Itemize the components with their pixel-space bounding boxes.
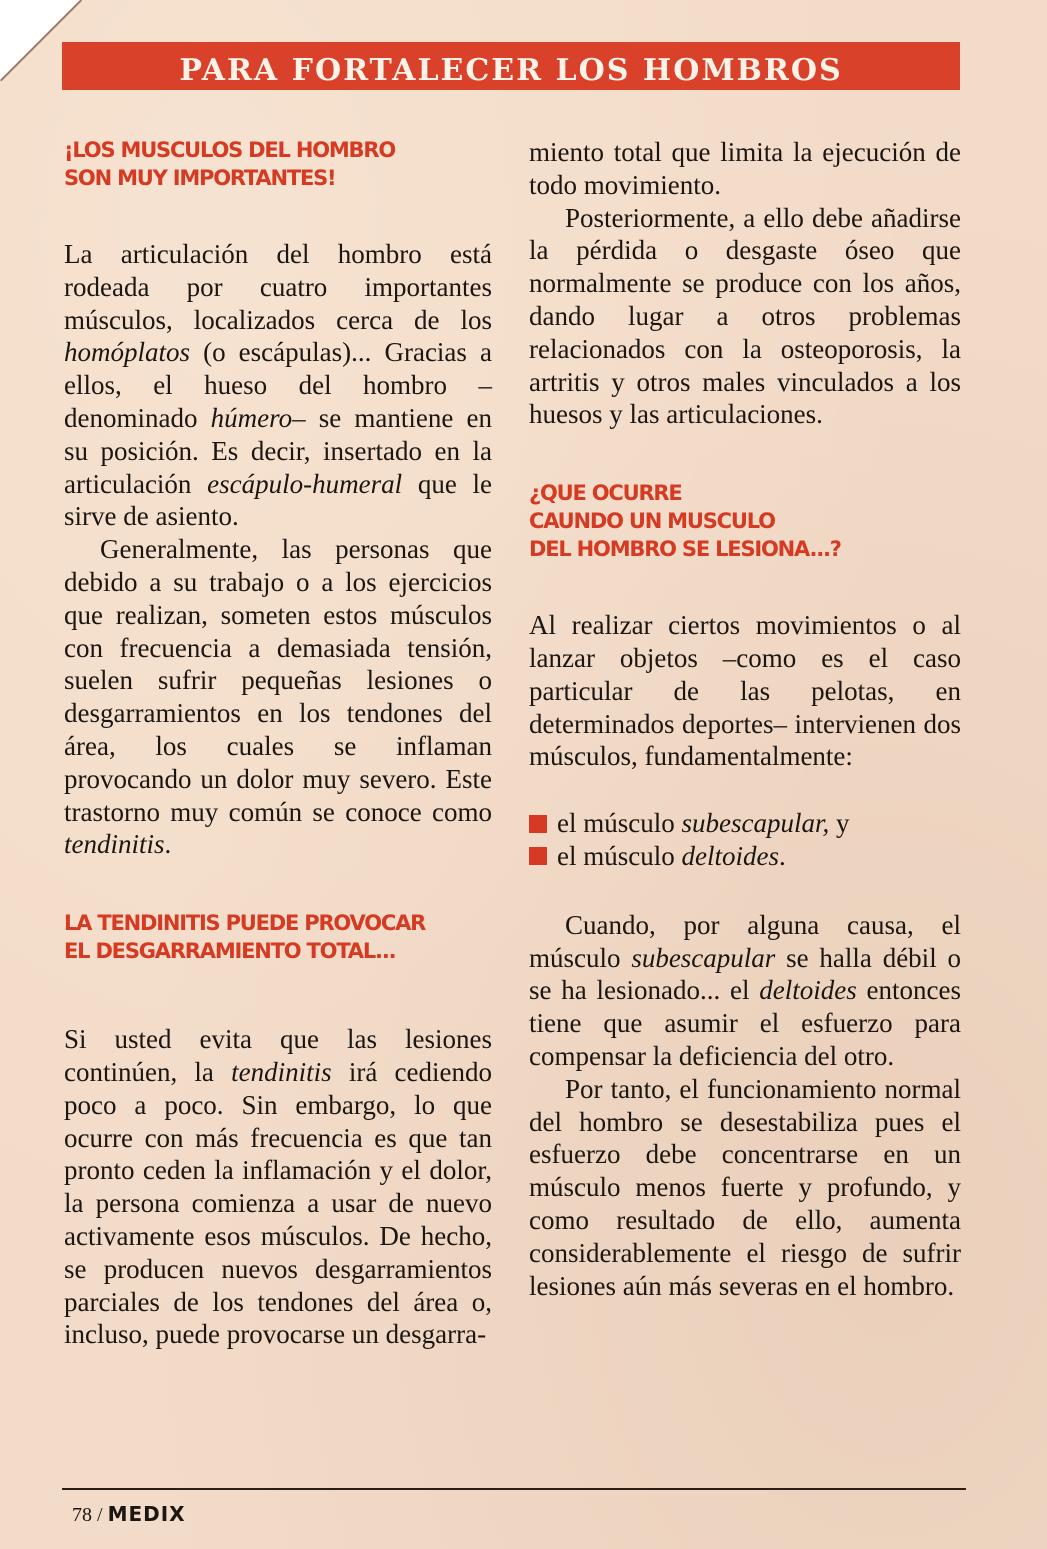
footer-rule — [62, 1488, 966, 1490]
list-item: el músculo subescapular, y — [529, 807, 961, 840]
paragraph: Posteriormente, a ello debe añadirse la pérdida o desgaste óseo que normalmente se produce con los años, dando lugar a otros problemas relacionados con la osteoporosis, la artritis y otros males vinculados a los huesos y las articulaciones. — [529, 202, 961, 430]
header-banner — [62, 42, 960, 90]
subheading-line: CAUNDO UN MUSCULO — [529, 509, 775, 534]
paragraph: miento total que limita la ejecución de todo movimiento. — [529, 137, 961, 200]
left-column — [64, 136, 492, 1351]
paragraph: Cuando, por alguna causa, el músculo subescapular se halla débil o se ha lesionado... el deltoides entonces tiene que asumir el esfuerzo para compensar la deficiencia del otro. — [529, 909, 961, 1071]
paragraph: La articulación del hombro está rodeada por cuatro importantes músculos, localizados cerca de los homóplatos (o escápulas)... Gracias a ellos, el hueso del hombro –denominado húmero– se mantiene en su posición. Es decir, insertado en la articulación escápulo-humeral que le sirve de asiento. — [64, 239, 492, 532]
paragraph: Si usted evita que las lesiones continúen, la tendinitis irá cediendo poco a poco. Sin embargo, lo que ocurre con más frecuencia es que tan pronto ceden la inflamación y el dolor, la persona comienza a usar de nuevo activamente esos músculos. De hecho, se producen nuevos desgarramientos parciales de los tendones del área o, incluso, puede provocarse un desgarra- — [64, 1024, 492, 1350]
subheading-line: EL DESGARRAMIENTO TOTAL... — [64, 939, 396, 964]
footer-separator: / — [92, 1504, 108, 1526]
paragraph: Al realizar ciertos movimientos o al lanzar objetos –como es el caso particular de las pelotas, en determinados deportes– intervienen dos músculos, fundamentalmente: — [529, 610, 961, 772]
subheading-line: DEL HOMBRO SE LESIONA...? — [529, 537, 841, 562]
subheading-musculos — [64, 136, 492, 192]
subheading-tendinitis — [64, 909, 492, 965]
paragraph: Generalmente, las personas que debido a su trabajo o a los ejercicios que realizan, someten estos músculos con frecuencia a demasiada tensión, suelen sufrir pequeñas lesiones o desgarramientos en los tendones del área, los cuales se inflaman provocando un dolor muy severo. Este trastorno muy común se conoce como tendinitis. — [64, 534, 492, 860]
paragraph: Por tanto, el funcionamiento normal del hombro se desestabiliza pues el esfuerzo debe concentrarse en un músculo menos fuerte y profundo, y como resultado de ello, aumenta considerablemente el riesgo de sufrir lesiones aún más severas en el hombro. — [529, 1073, 961, 1301]
page-number: 78 — [72, 1504, 92, 1526]
list-item: el músculo deltoides. — [529, 840, 961, 873]
subheading-line: SON MUY IMPORTANTES! — [64, 166, 336, 190]
subheading-lesiona — [529, 479, 961, 563]
page-title: PARA FORTALECER LOS HOMBROS — [179, 52, 843, 88]
bullet-square-icon — [529, 847, 547, 865]
page-footer — [72, 1502, 186, 1527]
subheading-line: ¡LOS MUSCULOS DEL HOMBRO — [64, 138, 395, 162]
subheading-line: LA TENDINITIS PUEDE PROVOCAR — [64, 911, 426, 936]
magazine-brand: MEDIX — [107, 1502, 186, 1526]
right-column — [529, 136, 961, 1302]
subheading-line: ¿QUE OCURRE — [529, 481, 682, 506]
bullet-square-icon — [529, 815, 547, 833]
